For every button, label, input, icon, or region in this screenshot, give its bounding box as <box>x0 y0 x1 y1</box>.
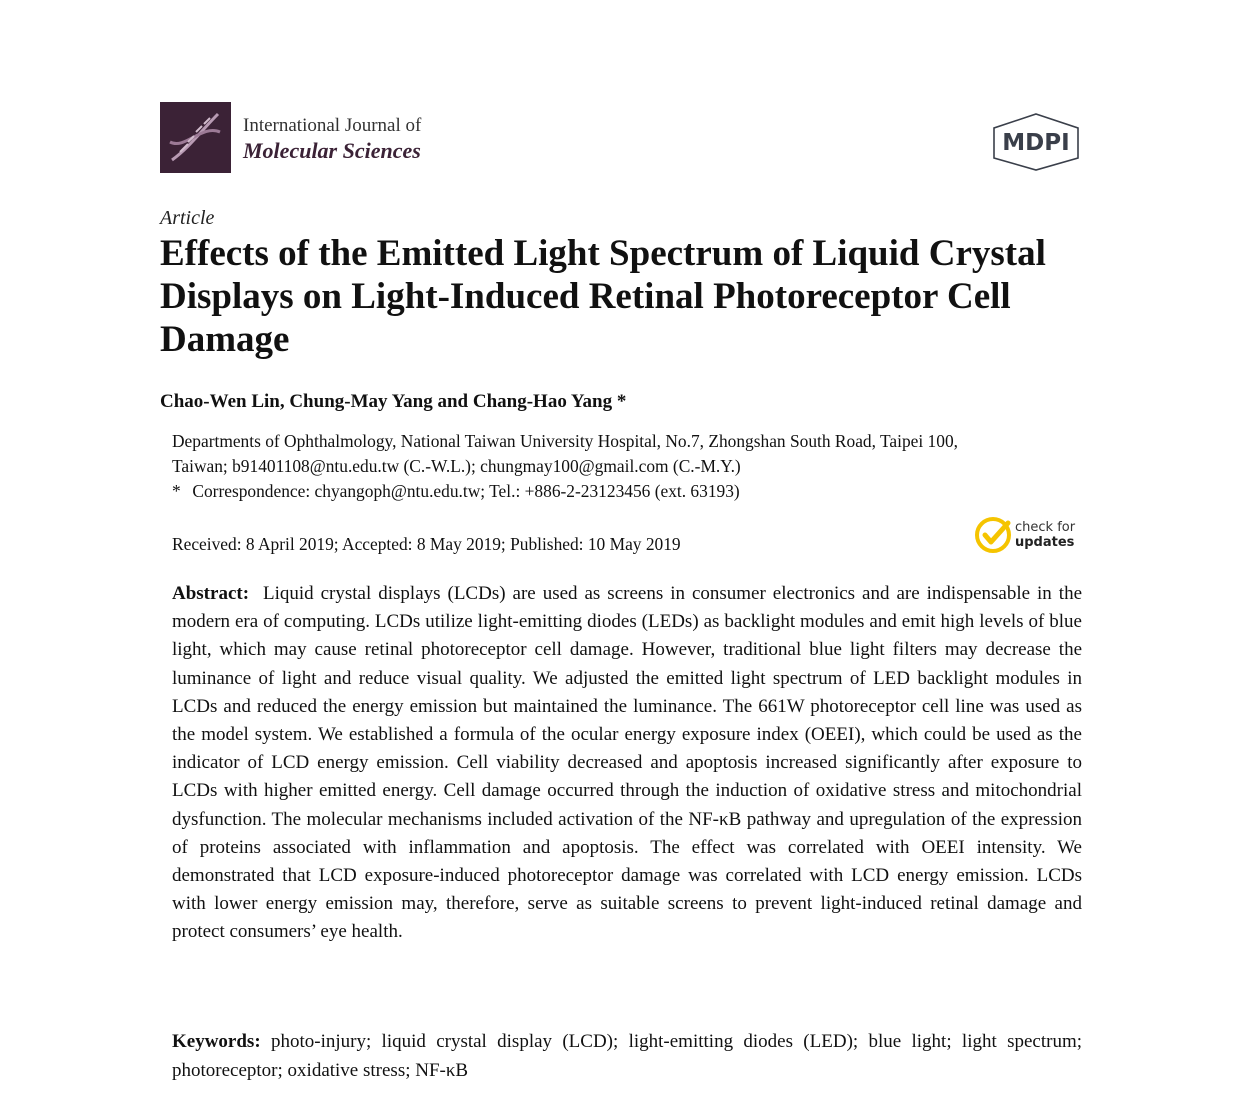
correspondence-mark: * <box>172 481 181 501</box>
keywords-label: Keywords: <box>172 1031 261 1052</box>
updates-line2: updates <box>1015 535 1075 550</box>
correspondence: Correspondence: chyangoph@ntu.edu.tw; Tel.: +886-2-23123456 (ext. 63193) <box>192 481 740 501</box>
publication-dates: Received: 8 April 2019; Accepted: 8 May 2019; Published: 10 May 2019 <box>172 534 681 554</box>
journal-logo <box>160 102 231 173</box>
check-for-updates-badge[interactable] <box>975 517 1076 557</box>
journal-name-line1: International Journal of <box>243 115 422 136</box>
abstract-label: Abstract: <box>172 583 250 604</box>
authors: Chao-Wen Lin, Chung-May Yang and Chang-Hao Yang * <box>160 391 627 412</box>
page-title: Effects of the Emitted Light Spectrum of Liquid Crystal Displays on Light-Induced Retinal Photoreceptor Cell Damage <box>160 233 1046 360</box>
updates-line1: check for <box>1015 520 1076 535</box>
journal-name <box>243 115 421 164</box>
abstract <box>172 580 1082 947</box>
article-type: Article <box>160 207 215 229</box>
correspondence-line <box>172 479 1087 504</box>
publisher-name: MDPI <box>1002 130 1070 156</box>
mdpi-hexagon-icon <box>990 112 1082 172</box>
journal-name-line2: Molecular Sciences <box>243 137 421 163</box>
affiliation-line1: Departments of Ophthalmology, National Taiwan University Hospital, No.7, Zhongshan South Road, Taipei 100, <box>172 431 958 451</box>
affiliation <box>172 429 1087 504</box>
affiliation-line2: Taiwan; b91401108@ntu.edu.tw (C.-W.L.); chungmay100@gmail.com (C.-M.Y.) <box>172 456 741 476</box>
publisher-logo <box>990 112 1082 176</box>
abstract-text: Liquid crystal displays (LCDs) are used as screens in consumer electronics and are indispensable in the modern era of computing. LCDs utilize light-emitting diodes (LEDs) as backlight modules and emit high levels of blue light, which may cause retinal photoreceptor cell damage. However, traditional blue light filters may decrease the luminance of light and reduce visual quality. We adjusted the emitted light spectrum of LED backlight modules in LCDs and reduced the energy emission but maintained the luminance. The 661W photoreceptor cell line was used as the model system. We established a formula of the ocular energy exposure index (OEEI), which could be used as the indicator of LCD energy emission. Cell viability decreased and apoptosis increased significantly after exposure to LCDs with higher emitted energy. Cell damage occurred through the induction of oxidative stress and mitochondrial dysfunction. The molecular mechanisms included activation of the NF-κB pathway and upregulation of the expression of proteins associated with inflammation and apoptosis. The effect was correlated with OEEI intensity. We demonstrated that LCD exposure-induced photoreceptor damage was correlated with LCD energy emission. LCDs with lower energy emission may, therefore, serve as suitable screens to prevent light-induced retinal damage and protect consumers’ eye health. <box>172 583 1082 943</box>
keywords-text: photo-injury; liquid crystal display (LCD); light-emitting diodes (LED); blue light; light spectrum; photoreceptor; oxidative stress; NF-κB <box>172 1031 1082 1081</box>
checkmark-circle-icon <box>975 517 1011 553</box>
keywords <box>172 1028 1082 1085</box>
dna-icon <box>160 102 231 173</box>
